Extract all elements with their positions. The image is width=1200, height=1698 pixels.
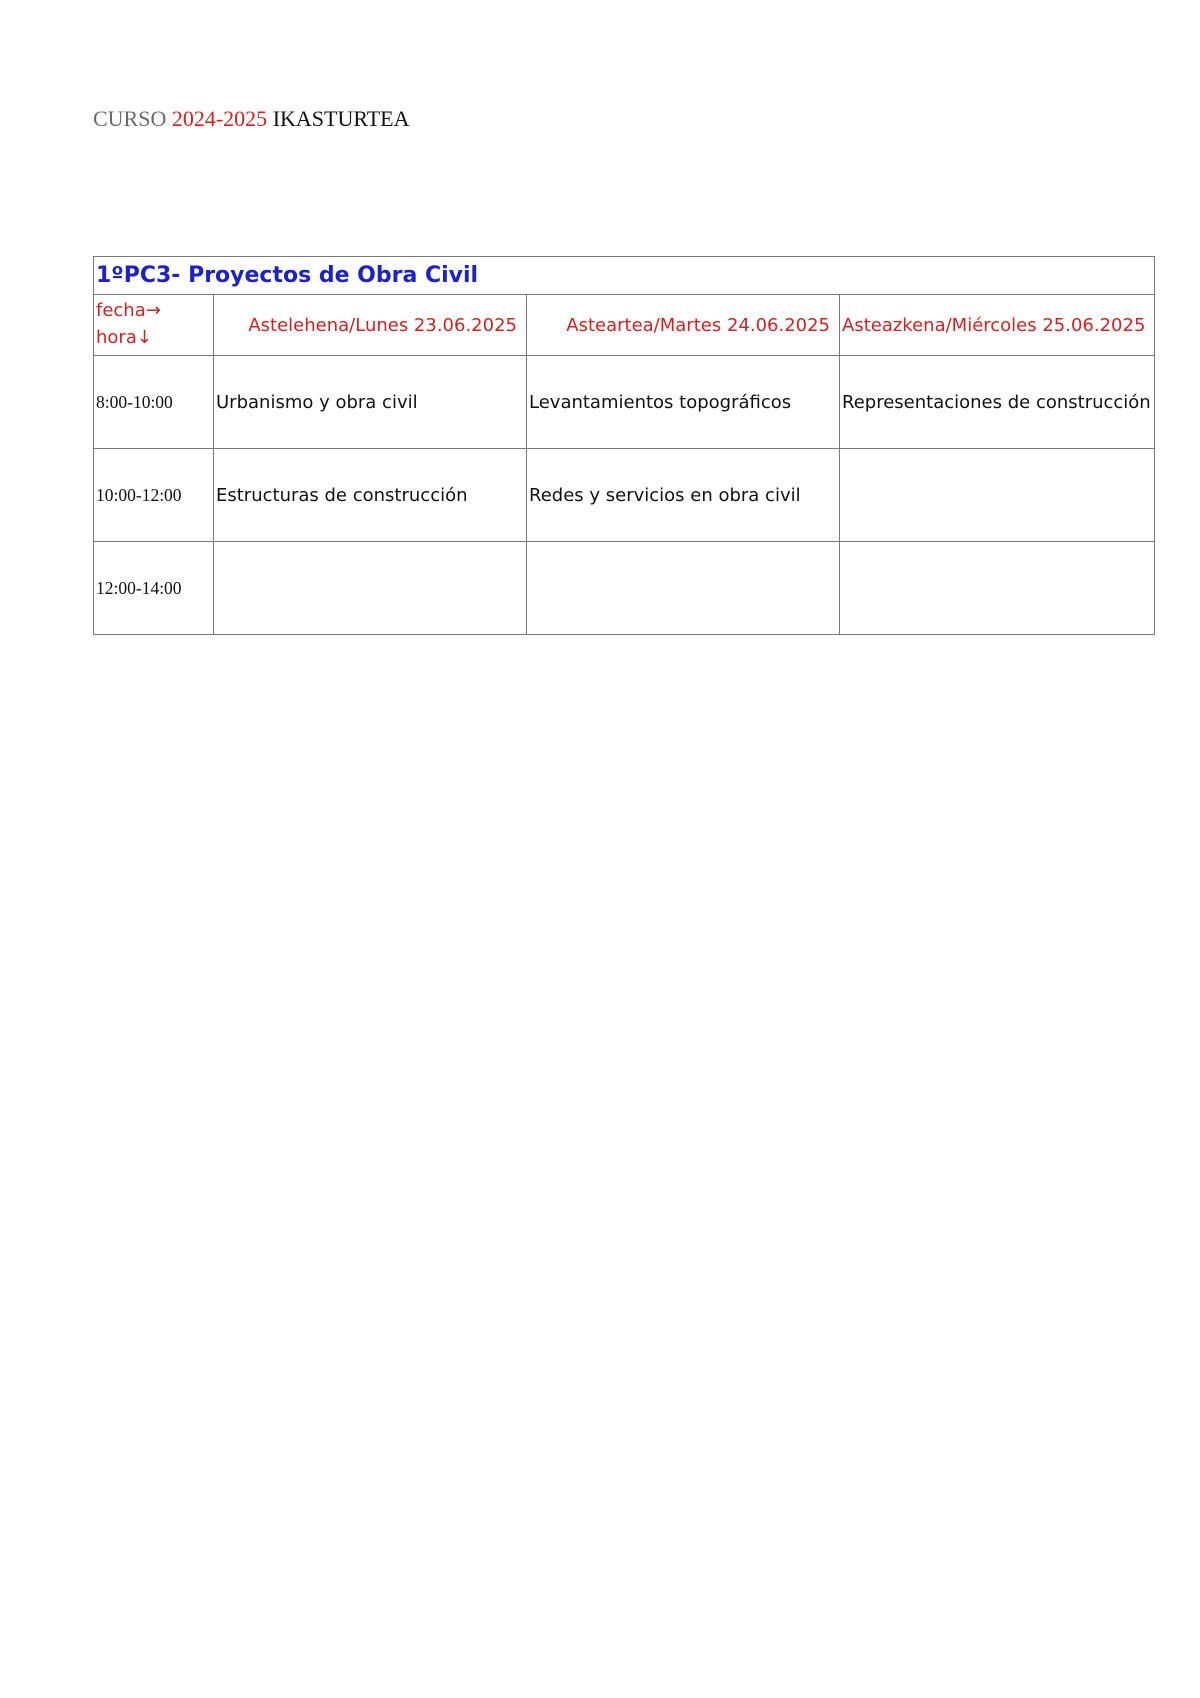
- table-row: [94, 356, 1155, 449]
- document-header: [93, 108, 409, 130]
- time-slot: 10:00-12:00: [94, 449, 214, 542]
- subject-cell: [214, 542, 527, 635]
- header-prefix: CURSO: [93, 106, 167, 131]
- subject-cell: [527, 542, 840, 635]
- subject-cell: [840, 449, 1155, 542]
- time-slot: 12:00-14:00: [94, 542, 214, 635]
- subject-cell: [840, 542, 1155, 635]
- corner-time-label: hora↓: [96, 327, 152, 348]
- corner-date-label: fecha→: [96, 300, 161, 321]
- table-header-row: [94, 295, 1155, 356]
- header-years: 2024-2025: [171, 106, 268, 131]
- exam-schedule-table: [93, 256, 1155, 635]
- time-slot: 8:00-10:00: [94, 356, 214, 449]
- subject-cell: Levantamientos topográficos: [527, 356, 840, 449]
- subject-cell: Urbanismo y obra civil: [214, 356, 527, 449]
- corner-cell: [94, 295, 214, 356]
- day-header-monday: Astelehena/Lunes 23.06.2025: [214, 295, 527, 356]
- subject-cell: Representaciones de construcción: [840, 356, 1155, 449]
- table-row: [94, 542, 1155, 635]
- subject-cell: Redes y servicios en obra civil: [527, 449, 840, 542]
- day-header-wednesday: Asteazkena/Miércoles 25.06.2025: [840, 295, 1155, 356]
- day-header-tuesday: Asteartea/Martes 24.06.2025: [527, 295, 840, 356]
- table-row: [94, 449, 1155, 542]
- table-title-row: [94, 257, 1155, 295]
- header-suffix: IKASTURTEA: [272, 106, 410, 131]
- subject-cell: Estructuras de construcción: [214, 449, 527, 542]
- schedule-title: 1ºPC3- Proyectos de Obra Civil: [94, 257, 1155, 295]
